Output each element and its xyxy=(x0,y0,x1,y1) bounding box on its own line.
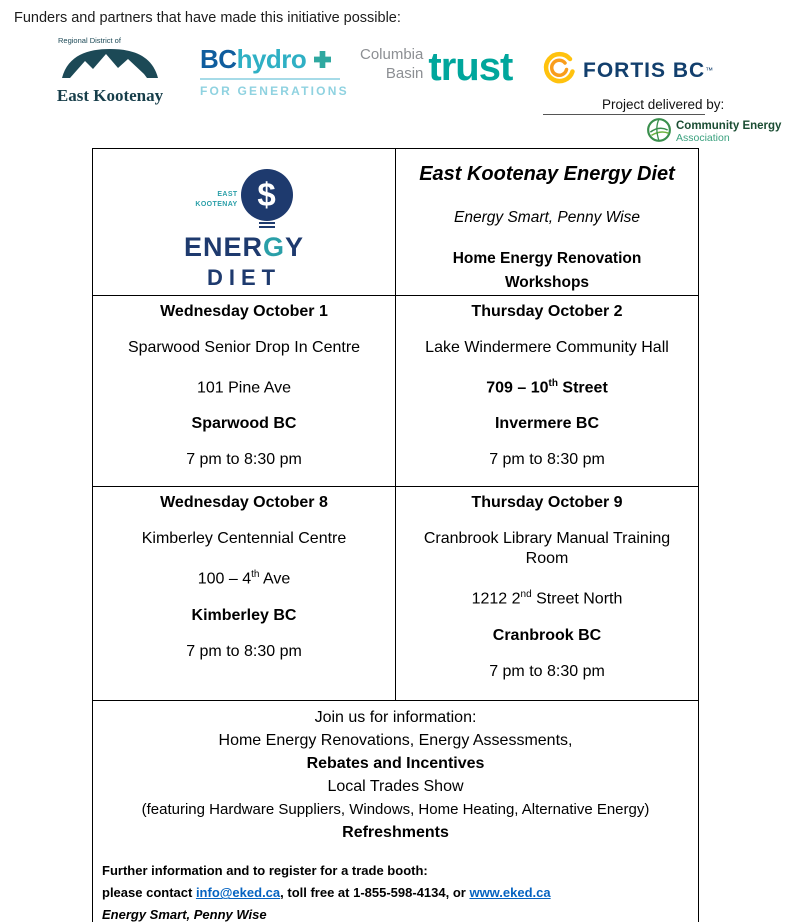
topics-line-2: Rebates and Incentives xyxy=(306,755,485,773)
fortis-swirl-icon xyxy=(541,50,577,91)
event-venue: Cranbrook Library Manual Training Room xyxy=(423,530,671,568)
event-cell-invermere xyxy=(396,296,699,487)
bchydro-bc-label: BC xyxy=(200,44,237,74)
delivered-by-rule xyxy=(543,114,705,115)
fortis-tm-mark: ™ xyxy=(705,66,714,75)
event-city: Invermere BC xyxy=(494,415,600,433)
event-address: 101 Pine Ave xyxy=(196,379,291,397)
event-cell-sparwood xyxy=(93,296,396,487)
event-cell-cranbrook xyxy=(396,487,699,701)
energy-diet-logo-cell xyxy=(93,149,396,296)
email-link[interactable]: info@eked.ca xyxy=(195,885,281,901)
event-date: Thursday October 9 xyxy=(471,494,623,512)
join-us-line: Join us for information: xyxy=(314,709,477,727)
contact-line: please contact info@eked.ca, toll free at 1-855-598-4134, or www.eked.ca xyxy=(102,885,551,901)
event-date: Thursday October 2 xyxy=(471,303,623,321)
energy-diet-eastkootenay-label: EAST KOOTENAY xyxy=(195,191,238,208)
bchydro-hydro-label: hydro xyxy=(236,44,307,74)
event-venue: Sparwood Senior Drop In Centre xyxy=(127,339,361,357)
bchydro-rule xyxy=(200,78,340,80)
workshops-heading: Home Energy Renovation Workshops xyxy=(452,250,642,292)
cbt-trust-label: trust xyxy=(428,44,513,89)
cea-name-label: Community Energy xyxy=(676,120,782,133)
event-address: 709 – 10th Street xyxy=(486,378,608,397)
event-date: Wednesday October 8 xyxy=(160,494,328,512)
funders-intro-text: Funders and partners that have made this initiative possible: xyxy=(14,10,401,26)
fortisbc-logo xyxy=(541,50,713,91)
event-time: 7 pm to 8:30 pm xyxy=(489,451,605,469)
page-subtitle: Energy Smart, Penny Wise xyxy=(454,209,640,226)
topics-line-1: Home Energy Renovations, Energy Assessments, xyxy=(218,732,573,750)
workshop-table xyxy=(92,148,699,922)
energy-diet-logo xyxy=(93,149,395,291)
info-footer-cell xyxy=(93,701,699,922)
cbt-columbia-label: Columbia xyxy=(360,46,424,63)
event-city: Sparwood BC xyxy=(191,415,297,433)
event-cell-kimberley xyxy=(93,487,396,701)
page-title: East Kootenay Energy Diet xyxy=(419,163,675,185)
fortis-name-label: FORTIS BC xyxy=(583,58,706,82)
event-address: 1212 2nd Street North xyxy=(471,589,623,608)
cea-association-label: Association xyxy=(676,132,730,145)
event-time: 7 pm to 8:30 pm xyxy=(186,451,302,469)
rdek-logo xyxy=(52,36,168,106)
cea-logo xyxy=(646,117,781,148)
globe-leaf-icon xyxy=(646,117,672,148)
event-address: 100 – 4th Ave xyxy=(197,569,291,588)
dollar-bulb-icon: $ xyxy=(241,169,293,230)
bchydro-logo xyxy=(200,44,349,98)
energy-diet-diet-label: DIET xyxy=(206,265,282,290)
featuring-line: (featuring Hardware Suppliers, Windows, Home Heating, Alternative Energy) xyxy=(141,801,650,819)
mountains-icon xyxy=(58,67,162,84)
tagline: Energy Smart, Penny Wise xyxy=(102,907,267,922)
event-time: 7 pm to 8:30 pm xyxy=(489,662,605,680)
delivered-by-label: Project delivered by: xyxy=(602,97,725,112)
registration-info-block xyxy=(93,844,698,922)
event-time: 7 pm to 8:30 pm xyxy=(186,642,302,660)
event-venue: Kimberley Centennial Centre xyxy=(141,530,347,548)
header-cell xyxy=(396,149,699,296)
event-venue: Lake Windermere Community Hall xyxy=(425,339,669,357)
event-city: Kimberley BC xyxy=(191,606,297,624)
trades-show-line: Local Trades Show xyxy=(327,778,464,796)
bchydro-tagline: FOR GENERATIONS xyxy=(200,84,349,98)
columbia-basin-trust-logo xyxy=(360,44,513,89)
registration-heading: Further information and to register for a trade booth: xyxy=(102,863,428,879)
plus-icon xyxy=(314,51,331,68)
website-link[interactable]: www.eked.ca xyxy=(469,885,551,901)
event-city: Cranbrook BC xyxy=(492,626,602,644)
refreshments-line: Refreshments xyxy=(342,824,449,842)
cbt-basin-label: Basin xyxy=(385,64,424,82)
energy-diet-energy-label: ENERGY xyxy=(183,232,305,262)
rdek-small-label: Regional District of xyxy=(58,36,121,45)
rdek-name-label: East Kootenay xyxy=(56,86,164,105)
event-date: Wednesday October 1 xyxy=(160,303,328,321)
